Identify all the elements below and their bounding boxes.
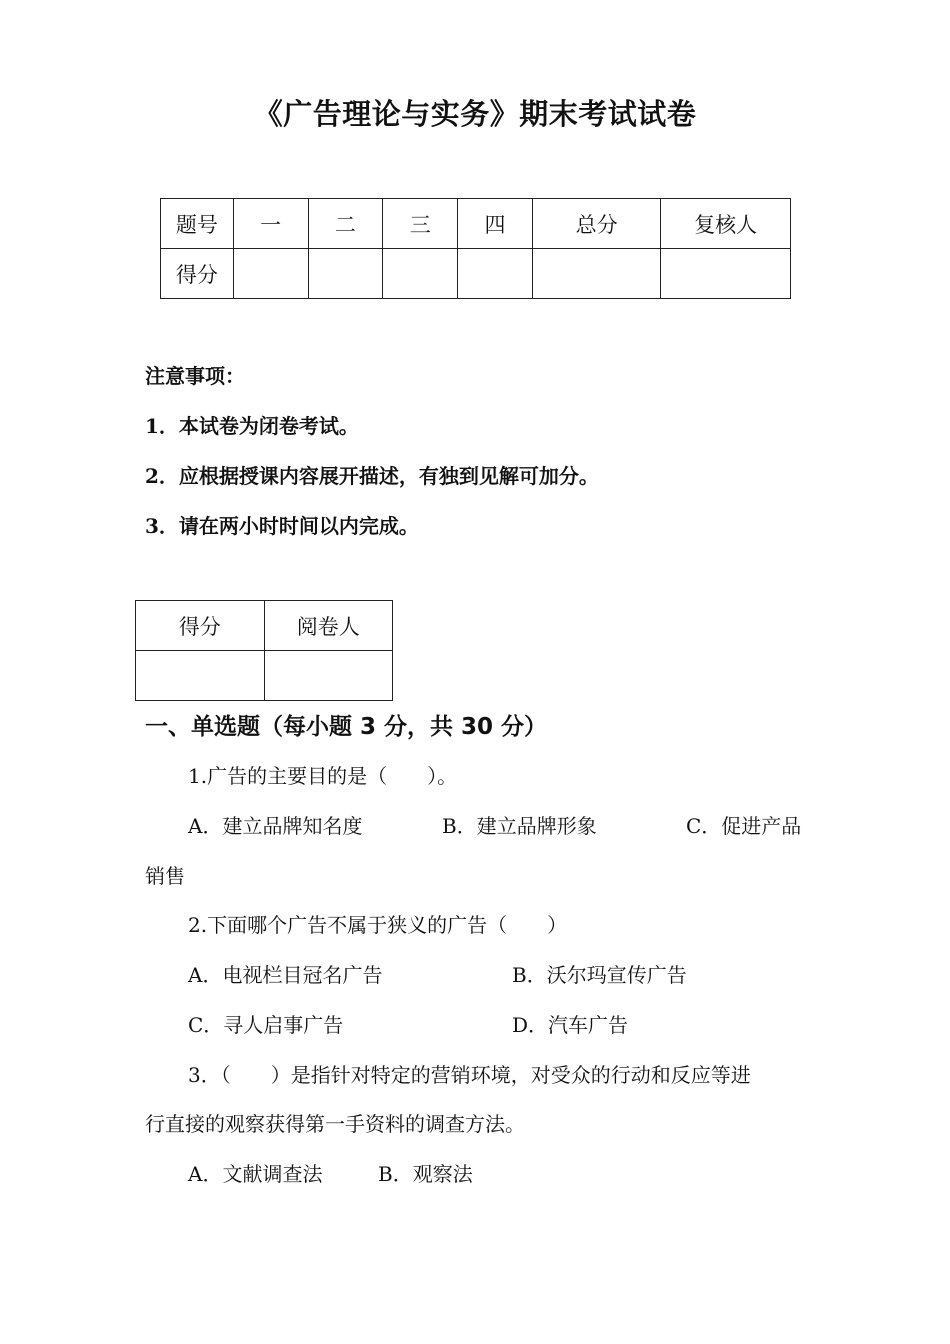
exam-title: 《广告理论与实务》期末考试试卷 [253,97,697,131]
q2-stem: 2.下面哪个广告不属于狭义的广告（ ） [188,913,568,937]
q2-option-a: A．电视栏目冠名广告 [188,963,383,987]
q3-stem-line-2: 行直接的观察获得第一手资料的调查方法。 [145,1112,525,1136]
q3-option-a: A．文献调查法 [188,1162,323,1186]
header-part-3: 三 [383,199,458,249]
section-1-heading: 一、单选题（每小题 3 分，共 30 分） [145,714,548,740]
q1-option-c-wrap: 销售 [145,864,185,888]
header-question-number: 题号 [161,199,234,249]
score-cell-reviewer [661,249,791,299]
score-cell-3 [383,249,458,299]
grader-table-header-row [136,601,393,651]
header-part-1: 一 [233,199,308,249]
score-cell-total [532,249,661,299]
score-cell-1 [233,249,308,299]
q1-option-a: A．建立品牌知名度 [188,814,363,838]
grader-header-score: 得分 [136,601,265,651]
header-reviewer: 复核人 [661,199,791,249]
grader-table-blank-row [136,651,393,701]
score-cell-2 [308,249,383,299]
q1-stem: 1.广告的主要目的是（ ）。 [188,764,458,788]
q3-option-b: B．观察法 [378,1162,473,1186]
q1-option-b: B．建立品牌形象 [442,814,597,838]
q2-option-c: C．寻人启事广告 [188,1013,344,1037]
row-label-score: 得分 [161,249,234,299]
note-item-3: 3．请在两小时时间以内完成。 [145,514,419,538]
note-item-1: 1．本试卷为闭卷考试。 [145,414,359,438]
grader-table [135,600,393,701]
notes-heading: 注意事项： [145,364,245,388]
header-total: 总分 [532,199,661,249]
q2-option-b: B．沃尔玛宣传广告 [512,963,687,987]
score-table-score-row [161,249,791,299]
grader-score-cell [136,651,265,701]
header-part-2: 二 [308,199,383,249]
header-part-4: 四 [458,199,533,249]
q3-stem-line-1: 3．（ ）是指针对特定的营销环境，对受众的行动和反应等进 [188,1063,751,1087]
grader-name-cell [264,651,393,701]
q2-option-d: D．汽车广告 [512,1013,629,1037]
score-table-header-row [161,199,791,249]
score-table [160,198,791,299]
score-cell-4 [458,249,533,299]
grader-header-grader: 阅卷人 [264,601,393,651]
note-item-2: 2．应根据授课内容展开描述，有独到见解可加分。 [145,464,599,488]
q1-option-c: C．促进产品 [686,814,802,838]
